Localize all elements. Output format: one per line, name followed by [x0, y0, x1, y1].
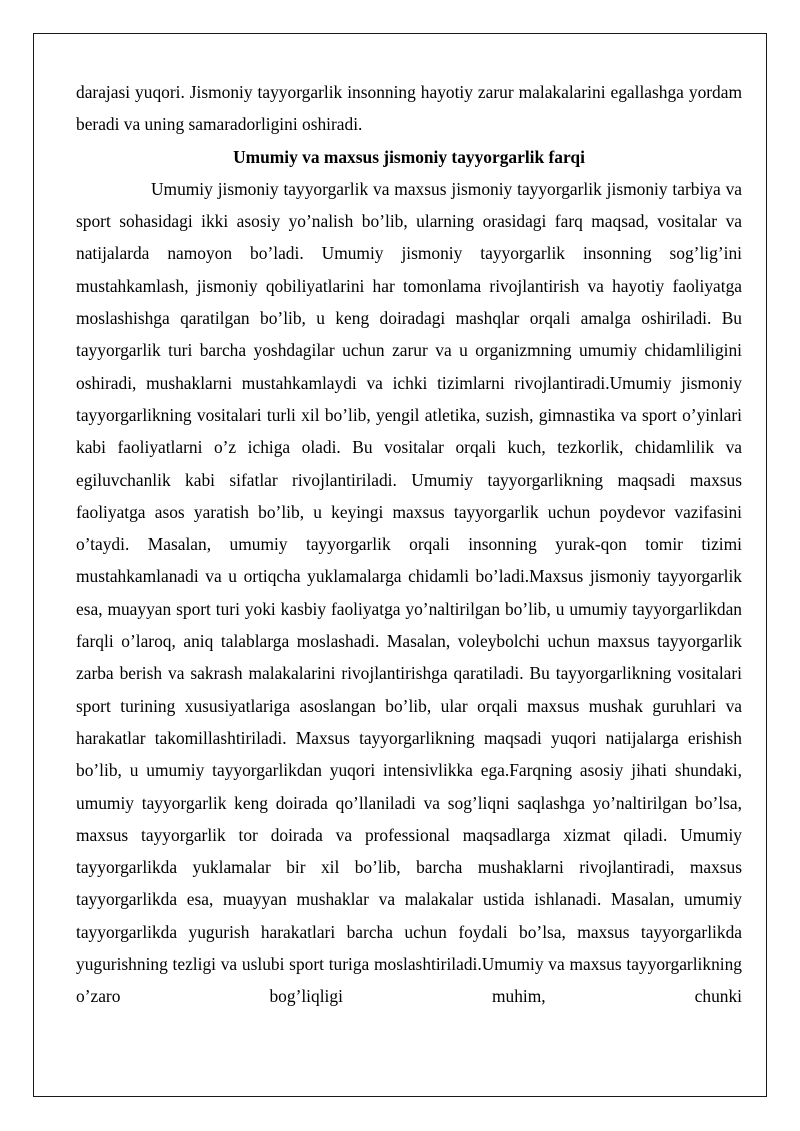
intro-paragraph: darajasi yuqori. Jismoniy tayyorgarlik insonning hayotiy zarur malakalarini egallashga yordam beradi va uning samaradorligini oshiradi.: [76, 82, 742, 135]
document-body: [76, 76, 742, 1013]
body-paragraph: Umumiy jismoniy tayyorgarlik va maxsus jismoniy tayyorgarlik jismoniy tarbiya va sport sohasidagi ikki asosiy yo’nalish bo’lib, ularning orasidagi farq maqsad, vositalar va natijalarda namoyon bo’ladi. Umumiy jismoniy tayyorgarlik insonning sog’lig’ini mustahkamlash, jismoniy qobiliyatlarini har tomonlama rivojlantirish va hayotiy faoliyatga moslashishga qaratilgan bo’lib, u keng doiradagi mashqlar orqali amalga oshiriladi. Bu tayyorgarlik turi barcha yoshdagilar uchun zarur va u organizmning umumiy chidamliligini oshiradi, mushaklarni mustahkamlaydi va ichki tizimlarni rivojlantiradi.Umumiy jismoniy tayyorgarlikning vositalari turli xil bo’lib, yengil atletika, suzish, gimnastika va sport o’yinlari kabi faoliyatlarni o’z ichiga oladi. Bu vositalar orqali kuch, tezkorlik, chidamlilik va egiluvchanlik kabi sifatlar rivojlantiriladi. Umumiy tayyorgarlikning maqsadi maxsus faoliyatga asos yaratish bo’lib, u keyingi maxsus tayyorgarlik uchun poydevor vazifasini o’taydi. Masalan, umumiy tayyorgarlik orqali insonning yurak-qon tomir tizimi mustahkamlanadi va u ortiqcha yuklamalarga chidamli bo’ladi.Maxsus jismoniy tayyorgarlik esa, muayyan sport turi yoki kasbiy faoliyatga yo’naltirilgan bo’lib, u umumiy tayyorgarlikdan farqli o’laroq, aniq talablarga moslashadi. Masalan, voleybolchi uchun maxsus tayyorgarlik zarba berish va sakrash malakalarini rivojlantirishga qaratiladi. Bu tayyorgarlikning vositalari sport turining xususiyatlariga asoslangan bo’lib, ular orqali maxsus mushak guruhlari va harakatlar takomillashtiriladi. Maxsus tayyorgarlikning maqsadi yuqori natijalarga erishish bo’lib, u umumiy tayyorgarlikdan yuqori intensivlikka ega.Farqning asosiy jihati shundaki, umumiy tayyorgarlik keng doirada qo’llaniladi va sog’liqni saqlashga yo’naltirilgan bo’lsa, maxsus tayyorgarlik tor doirada va professional maqsadlarga xizmat qiladi. Umumiy tayyorgarlikda yuklamalar bir xil bo’lib, barcha mushaklarni rivojlantiradi, maxsus tayyorgarlikda esa, muayyan mushaklar va malakalar ustida ishlanadi. Masalan, umumiy tayyorgarlikda yugurish harakatlari barcha uchun foydali bo’lsa, maxsus tayyorgarlikda yugurishning tezligi va uslubi sport turiga moslashtiriladi.Umumiy va maxsus tayyorgarlikning o’zaro bog’liqligi muhim, chunki: [76, 178, 742, 1007]
section-heading: Umumiy va maxsus jismoniy tayyorgarlik farqi: [233, 146, 585, 167]
